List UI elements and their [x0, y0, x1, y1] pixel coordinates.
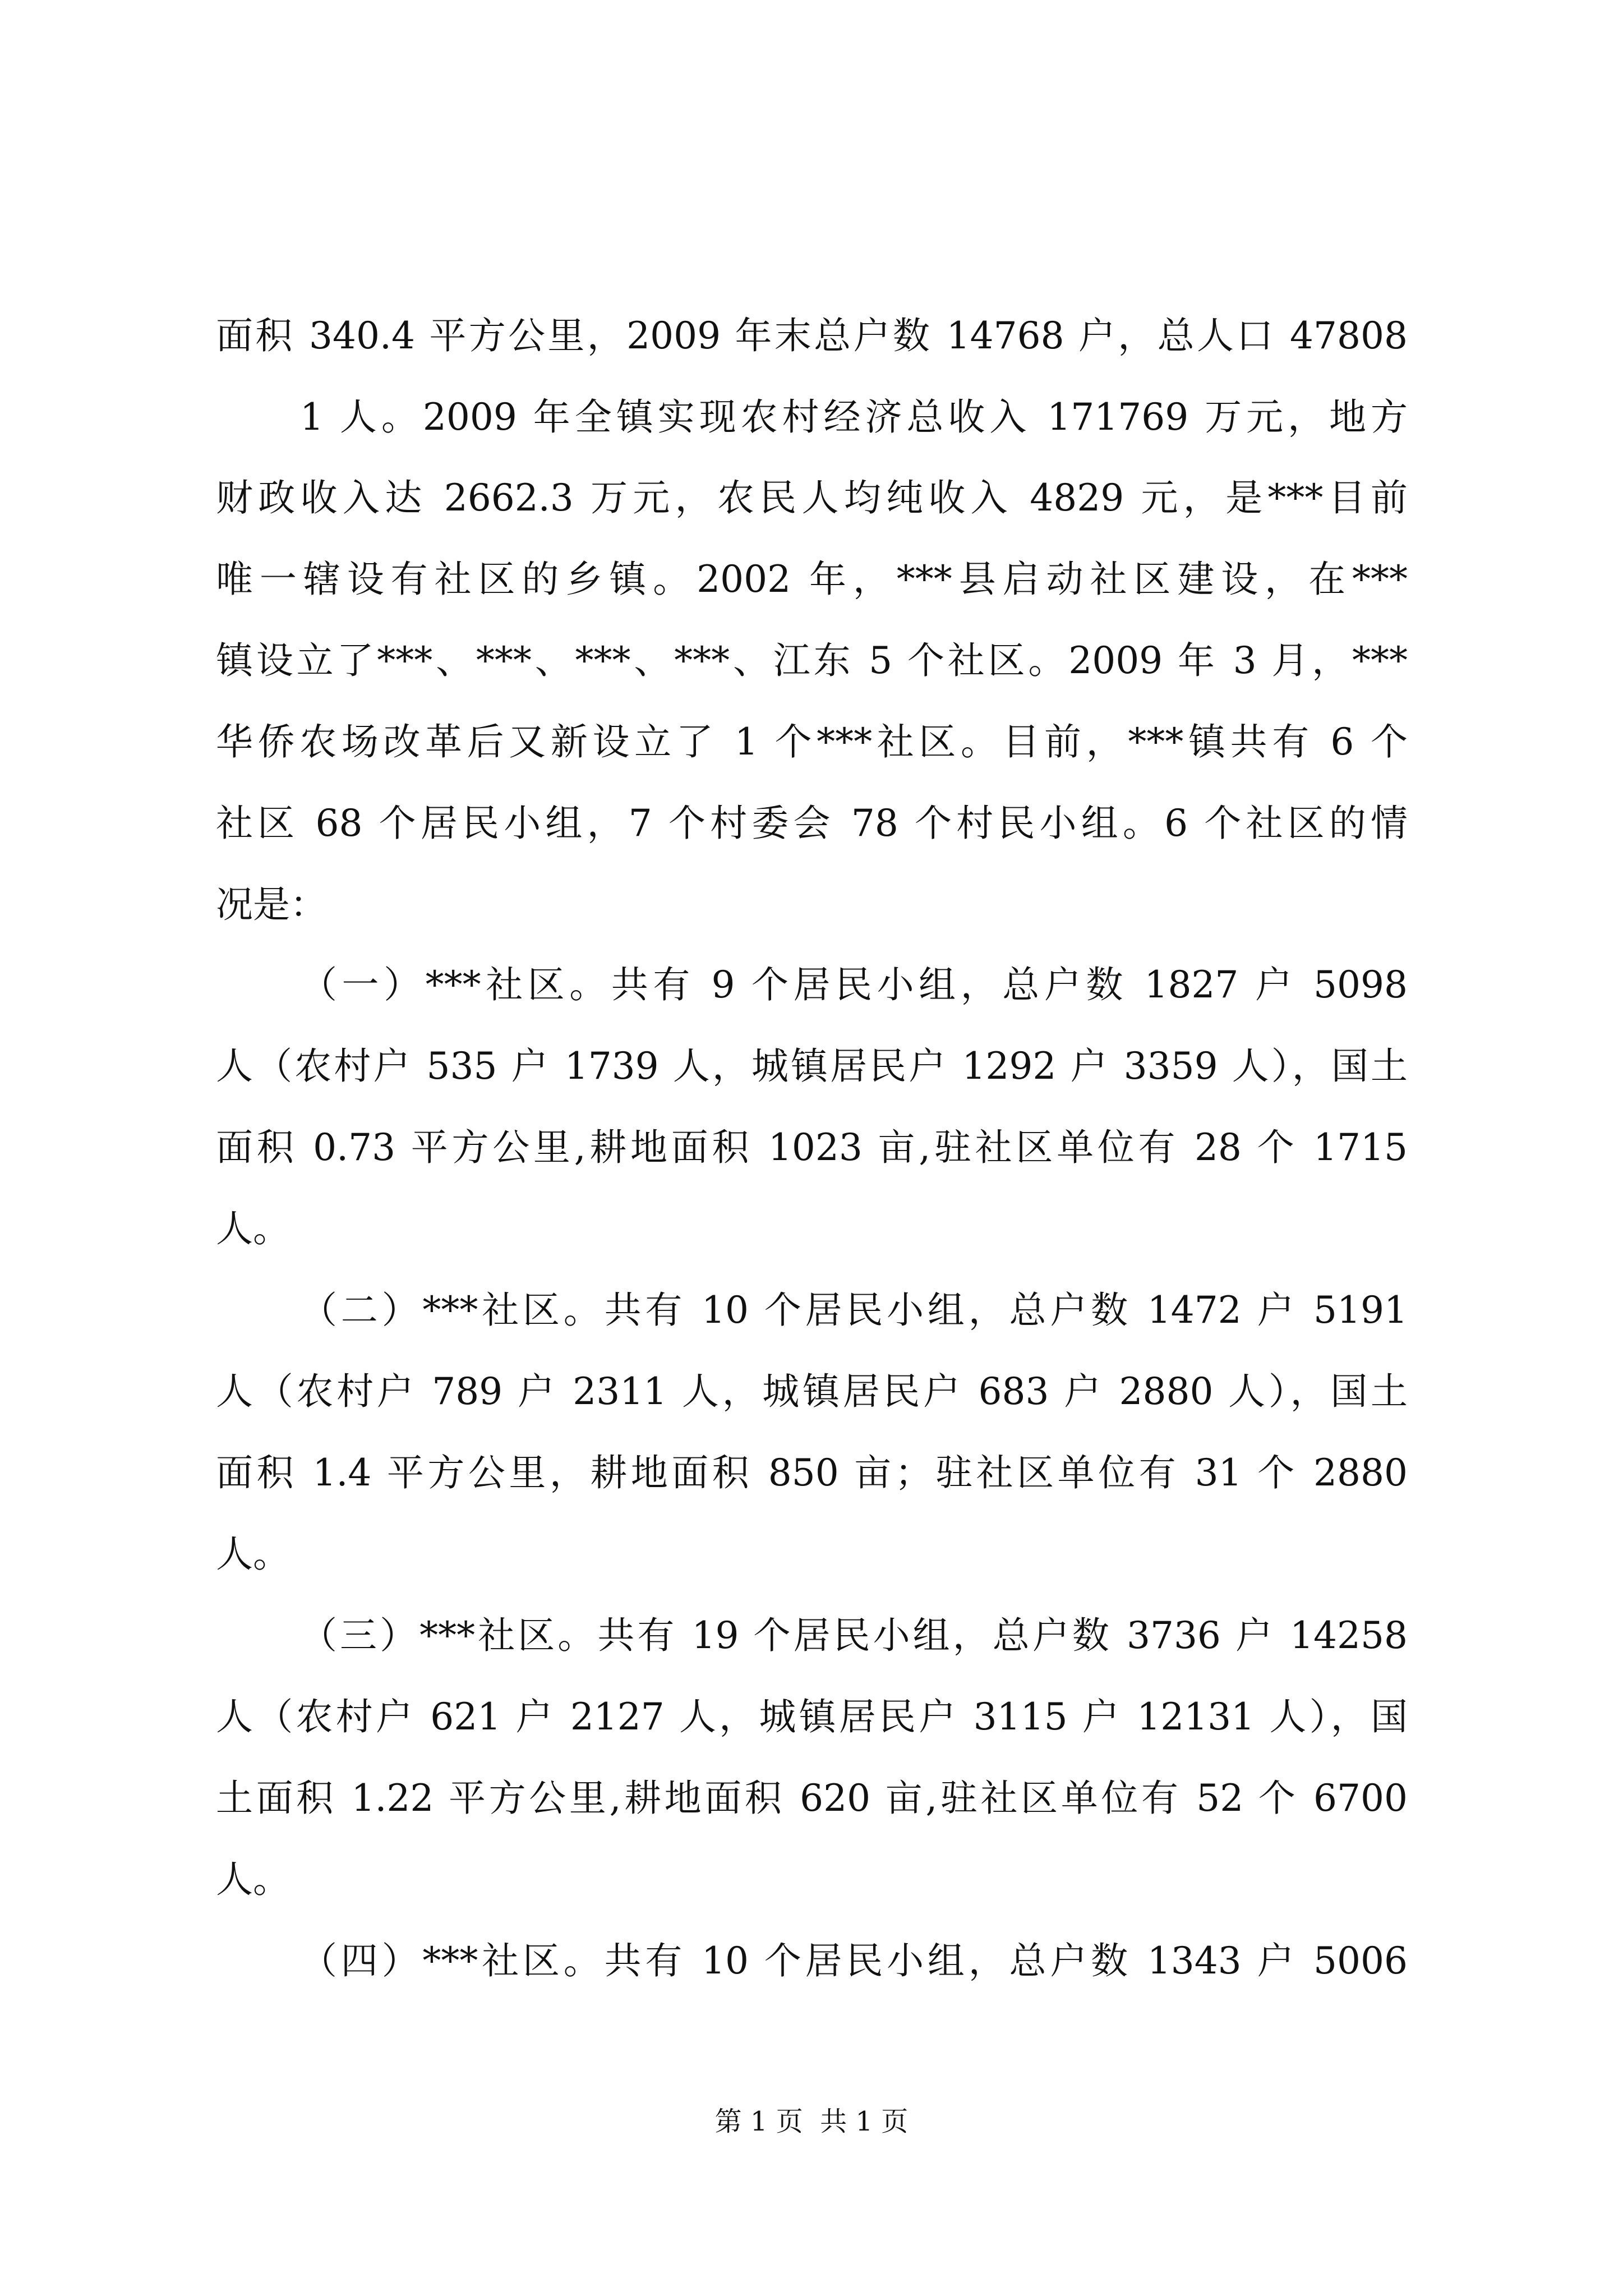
text-line: 人（农村户 535 户 1739 人，城镇居民户 1292 户 3359 人），国土 [216, 1045, 1408, 1088]
text-line: 土面积 1.22 平方公里,耕地面积 620 亩,驻社区单位有 52 个 6700 [216, 1777, 1408, 1820]
text-line: 唯一辖设有社区的乡镇。2002 年，***县启动社区建设，在*** [216, 558, 1408, 601]
text-line: 社区 68 个居民小组，7 个村委会 78 个村民小组。6 个社区的情 [216, 802, 1408, 845]
text-line: 财政收入达 2662.3 万元，农民人均纯收入 4829 元，是***目前 [216, 476, 1408, 519]
page-footer: 第 1 页 共 1 页 [714, 2106, 909, 2137]
text-line: 人（农村户 621 户 2127 人，城镇居民户 3115 户 12131 人），国 [216, 1695, 1408, 1738]
text-line: 面积 340.4 平方公里，2009 年末总户数 14768 户，总人口 47808 [216, 314, 1408, 357]
text-line: 面积 0.73 平方公里,耕地面积 1023 亩,驻社区单位有 28 个 1715 [216, 1126, 1408, 1169]
text-line: 镇设立了***、***、***、***、江东 5 个社区。2009 年 3 月，*** [216, 639, 1408, 682]
paragraph-heading-3: （三）***社区。共有 19 个居民小组，总户数 3736 户 14258 [300, 1614, 1408, 1657]
paragraph-heading-2: （二）***社区。共有 10 个居民小组，总户数 1472 户 5191 [300, 1289, 1408, 1332]
text-line: 人。 [216, 1207, 290, 1250]
text-line: 况是： [216, 883, 327, 926]
text-line: 华侨农场改革后又新设立了 1 个***社区。目前，***镇共有 6 个 [216, 720, 1408, 763]
text-line: 人。 [216, 1858, 290, 1901]
text-line: 面积 1.4 平方公里，耕地面积 850 亩；驻社区单位有 31 个 2880 [216, 1451, 1408, 1494]
text-line: 1 人。2009 年全镇实现农村经济总收入 171769 万元，地方 [300, 395, 1408, 439]
text-line: 人（农村户 789 户 2311 人，城镇居民户 683 户 2880 人），国土 [216, 1370, 1408, 1413]
paragraph-heading-4: （四）***社区。共有 10 个居民小组，总户数 1343 户 5006 [300, 1939, 1408, 1982]
text-line: 人。 [216, 1533, 290, 1576]
paragraph-heading-1: （一）***社区。共有 9 个居民小组，总户数 1827 户 5098 [300, 963, 1408, 1006]
